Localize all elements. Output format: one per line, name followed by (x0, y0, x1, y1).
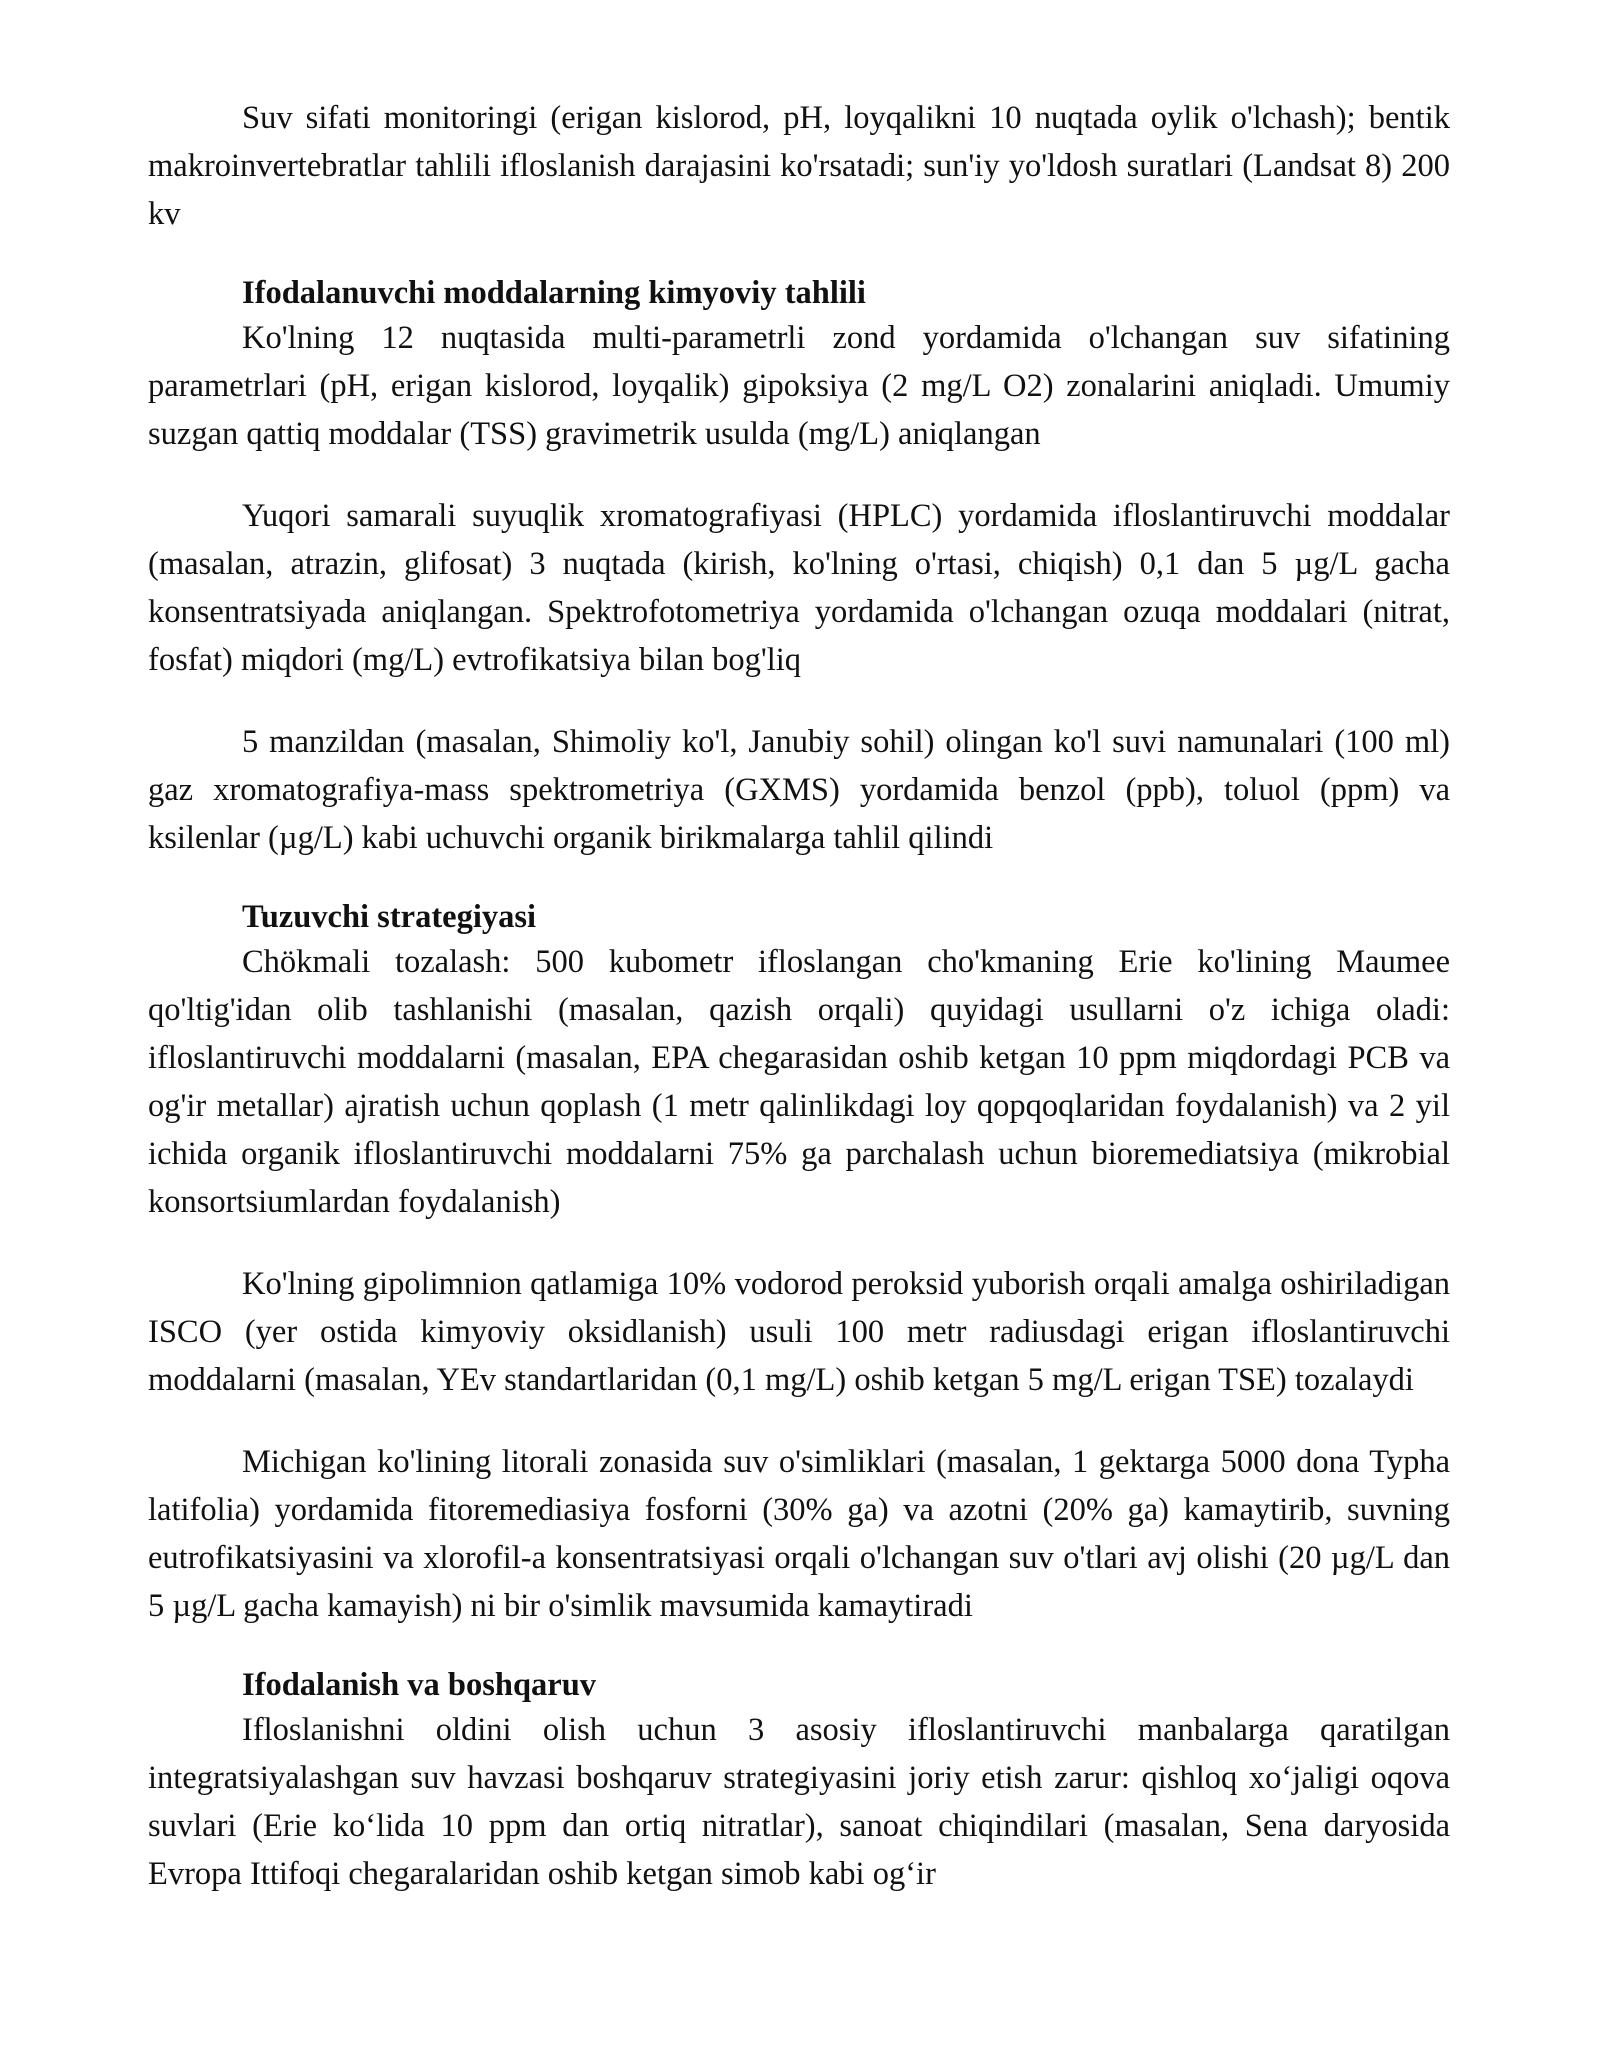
paragraph-isco: Ko'lning gipolimnion qatlamiga 10% vodorod peroksid yuborish orqali amalga oshiriladigan ISCO (yer ostida kimyoviy oksidlanish) usuli 100 metr radiusdagi erigan ifloslantiruvchi moddalarni (masalan, YEv standartlaridan (0,1 mg/L) oshib ketgan 5 mg/L erigan TSE) tozalaydi (148, 1266, 1450, 1398)
paragraph-sediment-cleanup: Chökmali tozalash: 500 kubometr ifloslangan cho'kmaning Erie ko'lining Maumee qo'ltig'idan olib tashlanishi (masalan, qazish orqali) quyidagi usullarni o'z ichiga oladi: ifloslantiruvchi moddalarni (masalan, EPA chegarasidan oshib ketgan 10 ppm miqdordagi PCB va og'ir metallar) ajratish uchun qoplash (1 metr qalinlikdagi loy qopqoqlaridan foydalanish) va 2 yil ichida organik ifloslantiruvchi moddalarni 75% ga parchalash uchun bioremediatsiya (mikrobial konsortsiumlardan foydalanish) (148, 944, 1450, 1220)
heading-remediation-strategy: Tuzuvchi strategiyasi (242, 899, 537, 935)
paragraph-watershed-management: Ifloslanishni oldini olish uchun 3 asosiy ifloslantiruvchi manbalarga qaratilgan integratsiyalashgan suv havzasi boshqaruv strategiyasini joriy etish zarur: qishloq xo‘jaligi oqova suvlari (Erie ko‘lida 10 ppm dan ortiq nitratlar), sanoat chiqindilari (masalan, Sena daryosida Evropa Ittifoqi chegaralaridan oshib ketgan simob kabi og‘ir (148, 1712, 1450, 1892)
heading-prevention-management: Ifodalanish va boshqaruv (242, 1667, 597, 1703)
paragraph-monitoring: Suv sifati monitoringi (erigan kislorod, pH, loyqalikni 10 nuqtada oylik o'lchash); bentik makroinvertebratlar tahlili ifloslanish darajasini ko'rsatadi; sun'iy yo'ldosh suratlari (Landsat 8) 200 kv (148, 100, 1450, 232)
paragraph-hplc: Yuqori samarali suyuqlik xromatografiyasi (HPLC) yordamida ifloslantiruvchi moddalar (masalan, atrazin, glifosat) 3 nuqtada (kirish, ko'lning o'rtasi, chiqish) 0,1 dan 5 µg/L gacha konsentratsiyada aniqlangan. Spektrofotometriya yordamida o'lchangan ozuqa moddalari (nitrat, fosfat) miqdori (mg/L) evtrofikatsiya bilan bog'liq (148, 498, 1450, 678)
heading-chemical-analysis: Ifodalanuvchi moddalarning kimyoviy tahlili (242, 275, 866, 311)
paragraph-phytoremediation: Michigan ko'lining litorali zonasida suv o'simliklari (masalan, 1 gektarga 5000 dona Typha latifolia) yordamida fitoremediasiya fosforni (30% ga) va azotni (20% ga) kamaytirib, suvning eutrofikatsiyasini va xlorofil-a konsentratsiyasi orqali o'lchangan suv o'tlari avj olishi (20 µg/L dan 5 µg/L gacha kamayish) ni bir o'simlik mavsumida kamaytiradi (148, 1444, 1450, 1624)
paragraph-gcms: 5 manzildan (masalan, Shimoliy ko'l, Janubiy sohil) olingan ko'l suvi namunalari (100 ml) gaz xromatografiya-mass spektrometriya (GXMS) yordamida benzol (ppb), toluol (ppm) va ksilenlar (µg/L) kabi uchuvchi organik birikmalarga tahlil qilindi (148, 724, 1450, 856)
paragraph-multiparameter-probe: Ko'lning 12 nuqtasida multi-parametrli zond yordamida o'lchangan suv sifatining parametrlari (pH, erigan kislorod, loyqalik) gipoksiya (2 mg/L O2) zonalarini aniqladi. Umumiy suzgan qattiq moddalar (TSS) gravimetrik usulda (mg/L) aniqlangan (148, 320, 1450, 452)
